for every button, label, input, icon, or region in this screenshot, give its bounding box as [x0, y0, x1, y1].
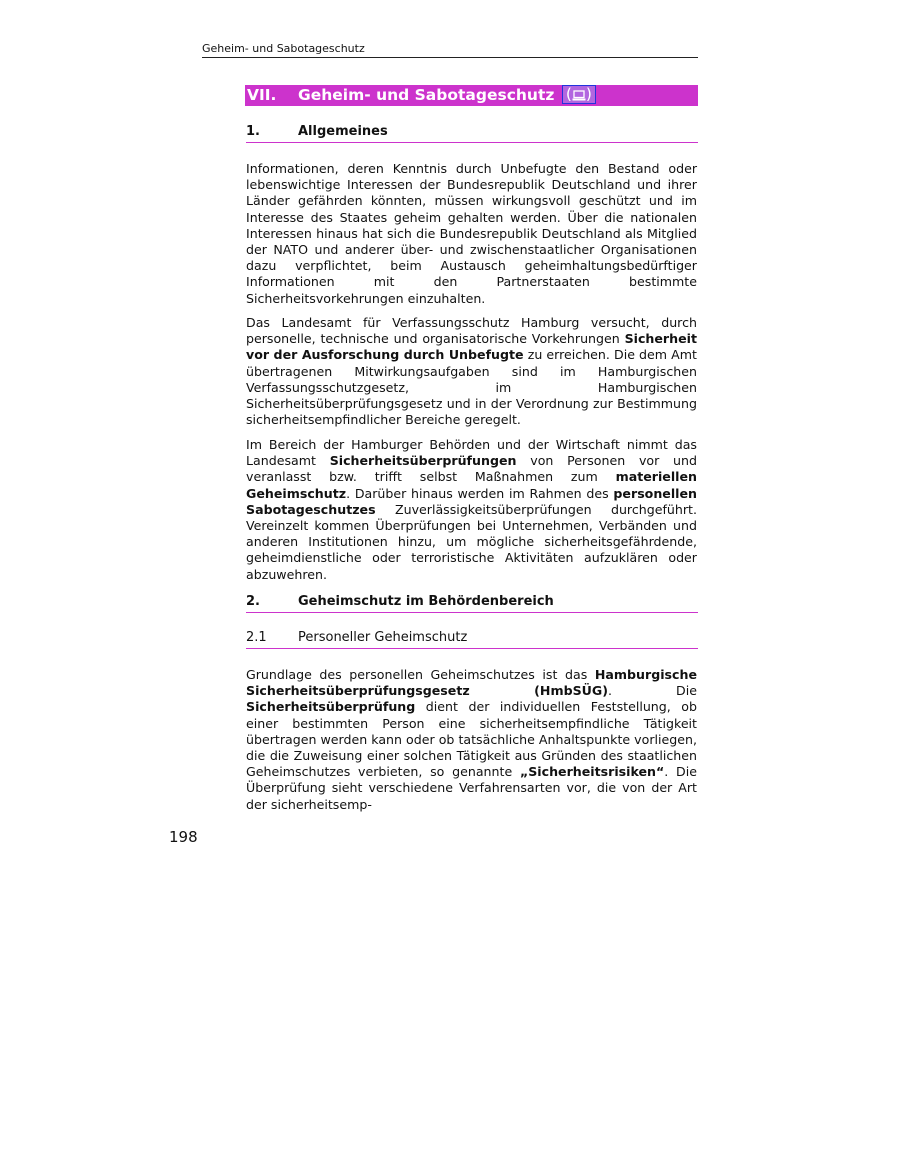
chapter-title [298, 85, 596, 106]
chapter-heading [245, 85, 698, 106]
text-run: zu erreichen. Die dem Amt übertragenen Mitwirkungsaufgaben sind im Hamburgischen Verfassungsschutzgesetz, im Hamburgischen Sicherheitsüberprüfungsgesetz und in der Verordnung zur Bestimmung sicherheitsempfindlicher Bereiche geregelt. [246, 347, 697, 428]
page-number: 198 [169, 828, 198, 846]
bold-text: Sicherheitsüberprüfung [246, 699, 416, 715]
bold-text: Sicherheit vor der Ausforschung durch Unbefugte [246, 331, 697, 363]
running-header: Geheim- und Sabotageschutz [202, 42, 698, 58]
paragraph-4 [246, 667, 697, 813]
text-run: Grundlage des personellen Geheimschutzes ist das [246, 667, 595, 682]
text-run: von Personen vor und veranlasst bzw. trifft selbst Maßnahmen zum [246, 453, 697, 485]
section-heading-2 [246, 594, 698, 613]
section-title: Geheimschutz im Behördenbereich [298, 594, 554, 609]
subsection-number: 2.1 [246, 630, 267, 645]
text-run: . Darüber hinaus werden im Rahmen des [346, 485, 614, 501]
bold-text: „Sicherheitsrisiken“ [519, 764, 665, 780]
chapter-title-text: Geheim- und Sabotageschutz [298, 86, 555, 104]
bold-text: Sicherheitsüberprüfungen [329, 453, 517, 469]
bold-text: personellen Sabotageschutzes [246, 485, 697, 517]
subsection-title: Personeller Geheimschutz [298, 630, 468, 645]
text-run: . Die Überprüfung sieht verschiedene Verfahrensarten vor, die von der Art der sicherheitsemp- [246, 764, 697, 812]
text-run: . Die [607, 683, 698, 699]
text-run: dient der individuellen Feststellung, ob einer bestimmten Person eine sicherheitsempfindliche Tätigkeit übertragen werden kann oder ob tatsächliche Anhaltspunkte vorliegen, die die Zuweisung einer solchen Tätigkeit aus Gründen des staatlichen Geheimschutzes verbieten, so genannte [246, 699, 697, 780]
section-heading-1 [246, 124, 698, 143]
section-title: Allgemeines [298, 124, 388, 139]
text-run: Informationen, deren Kenntnis durch Unbefugte den Bestand oder lebenswichtige Interessen der Bundesrepublik Deutschland und ihrer Länder gefährden könnten, müssen wirkungsvoll geschützt und im Interesse des Staates geheim gehalten werden. Über die nationalen Interessen hinaus hat sich die Bundesrepublik Deutschland als Mitglied der NATO und anderer über- und zwischenstaatlicher Organisationen dazu verpflichtet, beim Austausch geheimhaltungsbedürftiger Informationen mit den Partnerstaaten bestimmte Sicherheitsvorkehrungen einzuhalten. [246, 161, 697, 306]
bold-text: materiellen Geheimschutz [246, 469, 697, 501]
computer-icon[interactable]: ( ) [562, 85, 596, 104]
section-number: 2. [246, 594, 260, 609]
paragraph-2 [246, 315, 697, 428]
paragraph-3 [246, 437, 697, 583]
text-run: Das Landesamt für Verfassungsschutz Hamburg versucht, durch personelle, technische und organisatorische Vorkehrungen [246, 315, 697, 347]
paragraph-1 [246, 161, 697, 307]
subsection-heading-2-1 [246, 630, 698, 649]
text-run: Zuverlässigkeitsüberprüfungen durchgeführt. Vereinzelt kommen Überprüfungen bei Unternehmen, Verbänden und anderen Institutionen hinzu, um mögliche sicherheitsgefährdende, geheimdienstliche oder terroristische Aktivitäten aufzuklären oder abzuwehren. [246, 501, 697, 582]
bold-text: Hamburgische Sicherheitsüberprüfungsgesetz (HmbSÜG) [246, 667, 697, 699]
chapter-number: VII. [247, 86, 277, 104]
section-number: 1. [246, 124, 260, 139]
text-run: Im Bereich der Hamburger Behörden und der Wirtschaft nimmt das Landesamt [246, 437, 697, 469]
